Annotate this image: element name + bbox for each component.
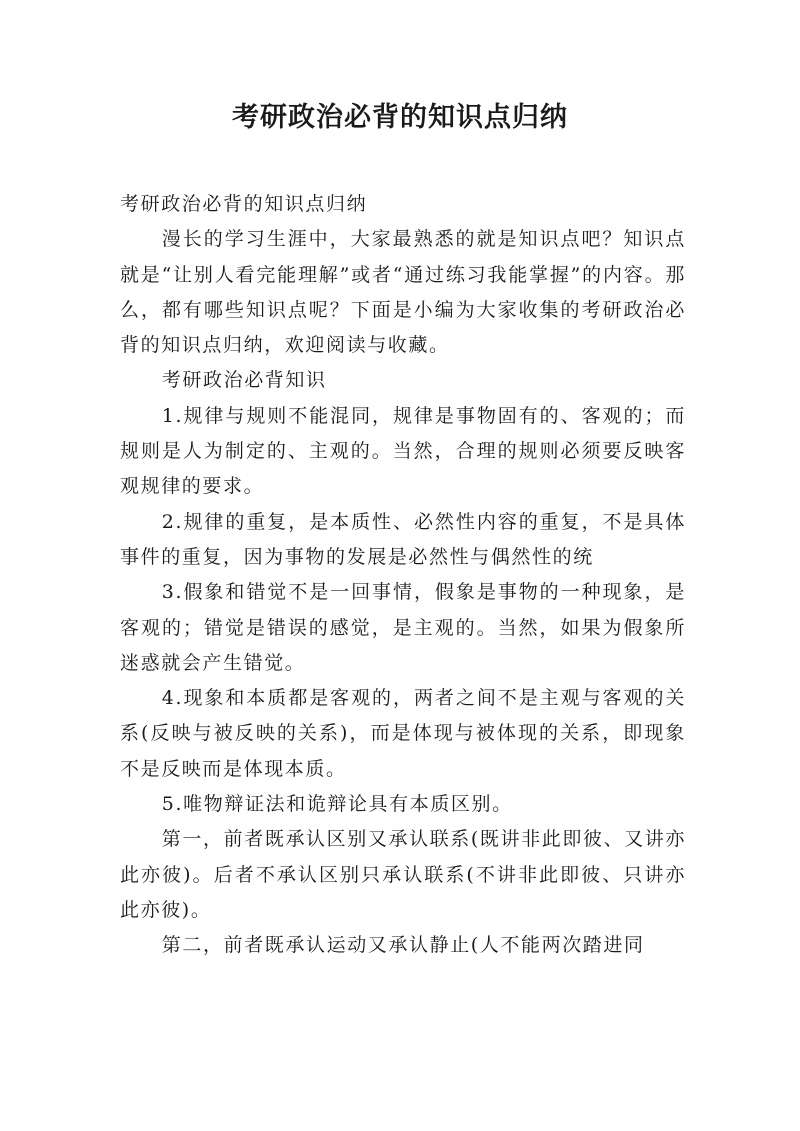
point-paragraph-5: 5.唯物辩证法和诡辩论具有本质区别。 (161, 793, 513, 816)
point-paragraph-1: 1.规律与规则不能混同，规律是事物固有的、客观的；而规则是人为制定的、主观的。当然，合理的规则必须要反映客观规律的要求。 (120, 404, 686, 498)
point-paragraph-4: 4.现象和本质都是客观的，两者之间不是主观与客观的关系(反映与被反映的关系)，而是体现与被体现的关系，即现象不是反映而是体现本质。 (120, 687, 686, 780)
point-paragraph-3: 3.假象和错觉不是一回事情，假象是事物的一种现象，是客观的；错觉是错误的感觉，是主观的。当然，如果为假象所迷惑就会产生错觉。 (120, 581, 686, 674)
document-body (120, 187, 686, 964)
document-title: 考研政治必背的知识点归纳 (232, 102, 568, 133)
point-paragraph-2: 2.规律的重复，是本质性、必然性内容的重复，不是具体事件的重复，因为事物的发展是必然性与偶然性的统 (120, 510, 686, 568)
point-paragraph-6: 第一，前者既承认区别又承认联系(既讲非此即彼、又讲亦此亦彼)。后者不承认区别只承认联系(不讲非此即彼、只讲亦此亦彼)。 (120, 828, 686, 921)
document-subtitle: 考研政治必背的知识点归纳 (120, 193, 368, 215)
intro-paragraph: 漫长的学习生涯中，大家最熟悉的就是知识点吧？知识点就是“让别人看完能理解”或者“通过练习我能掌握”的内容。那么，都有哪些知识点呢？下面是小编为大家收集的考研政治必背的知识点归纳，欢迎阅读与收藏。 (120, 228, 686, 357)
section-heading: 考研政治必背知识 (161, 369, 327, 392)
point-paragraph-7: 第二，前者既承认运动又承认静止(人不能两次踏进同 (161, 934, 645, 957)
